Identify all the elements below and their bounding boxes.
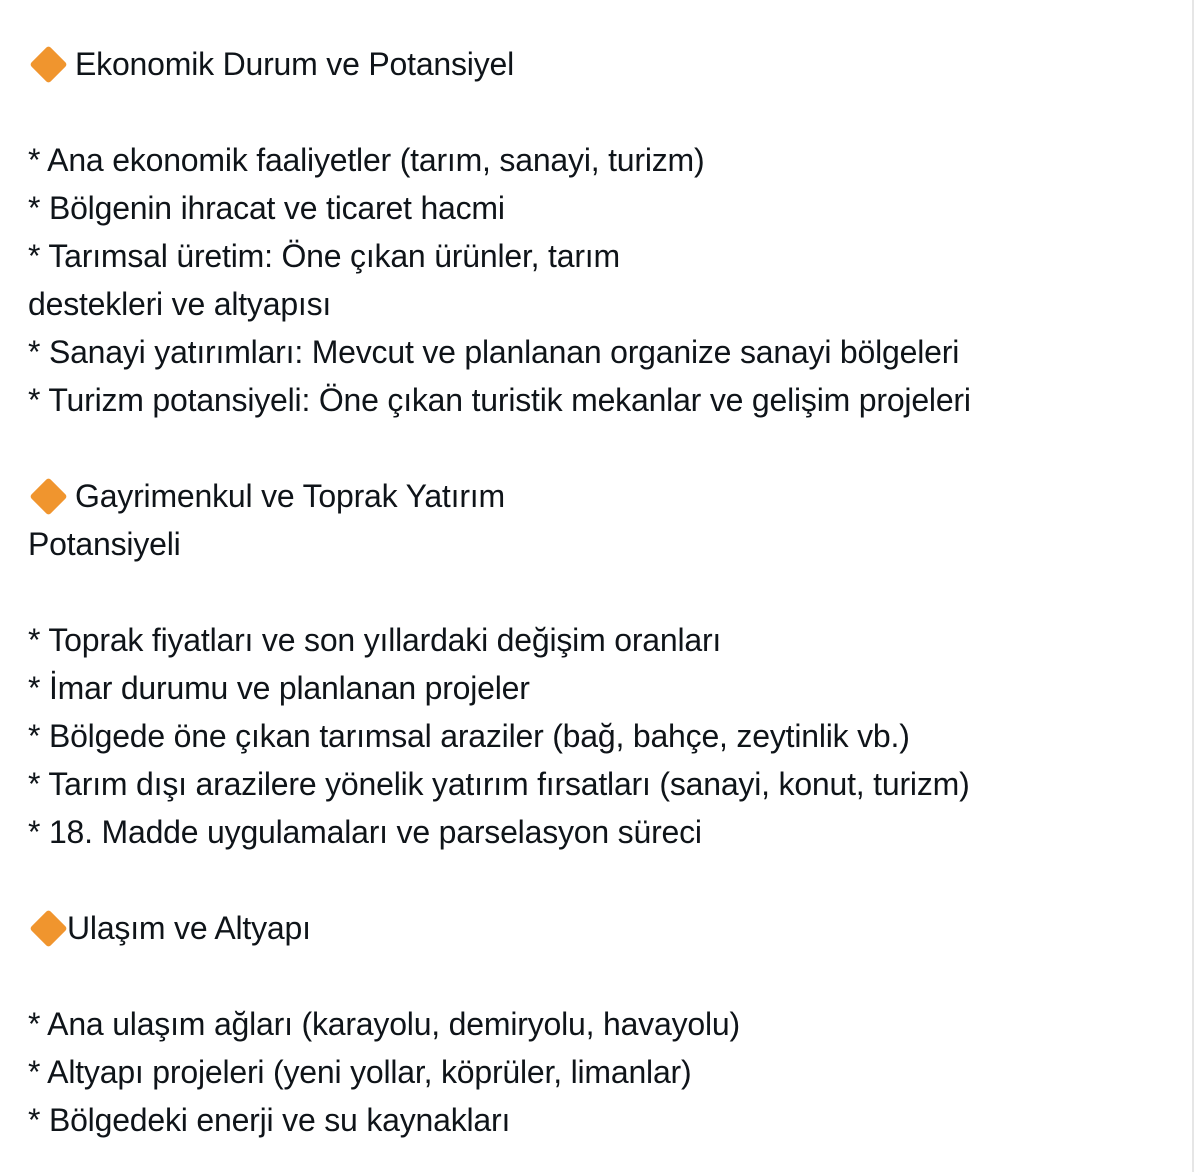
spacer — [28, 568, 1168, 616]
list-item: * Sanayi yatırımları: Mevcut ve planlanan organize sanayi bölgeleri — [28, 334, 960, 370]
spacer — [28, 952, 1168, 1000]
post-text — [28, 40, 1168, 1144]
orange-diamond-icon — [29, 45, 67, 83]
spacer — [28, 856, 1168, 904]
section-heading-transport — [28, 904, 1168, 952]
list-item: * Altyapı projeleri (yeni yollar, köprüler, limanlar) — [28, 1054, 692, 1090]
spacer — [28, 424, 1168, 472]
list-item: * Bölgedeki enerji ve su kaynakları — [28, 1102, 511, 1138]
list-item: * Toprak fiyatları ve son yıllardaki değişim oranları — [28, 622, 722, 658]
section-heading-economy — [28, 40, 1168, 88]
list-item: * Bölgenin ihracat ve ticaret hacmi — [28, 190, 505, 226]
section-heading-text: Ulaşım ve Altyapı — [67, 910, 311, 946]
list-item: * Bölgede öne çıkan tarımsal araziler (bağ, bahçe, zeytinlik vb.) — [28, 718, 910, 754]
section-heading-text: Gayrimenkul ve Toprak Yatırım — [75, 478, 505, 514]
list-item: * Turizm potansiyeli: Öne çıkan turistik mekanlar ve gelişim projeleri — [28, 382, 971, 418]
list-item: * İmar durumu ve planlanan projeler — [28, 670, 530, 706]
orange-diamond-icon — [29, 477, 67, 515]
list-item: * Ana ekonomik faaliyetler (tarım, sanayi, turizm) — [28, 142, 705, 178]
list-item: * Ana ulaşım ağları (karayolu, demiryolu, havayolu) — [28, 1006, 740, 1042]
section-heading-real-estate — [28, 472, 1168, 520]
list-item: * Tarımsal üretim: Öne çıkan ürünler, tarım — [28, 238, 620, 274]
list-item: * Tarım dışı arazilere yönelik yatırım fırsatları (sanayi, konut, turizm) — [28, 766, 970, 802]
spacer — [28, 88, 1168, 136]
section-heading-text: Ekonomik Durum ve Potansiyel — [75, 46, 515, 82]
list-item: destekleri ve altyapısı — [28, 286, 332, 322]
section-heading-text-continued: Potansiyeli — [28, 526, 181, 562]
orange-diamond-icon — [29, 909, 67, 947]
list-item: * 18. Madde uygulamaları ve parselasyon süreci — [28, 814, 702, 850]
